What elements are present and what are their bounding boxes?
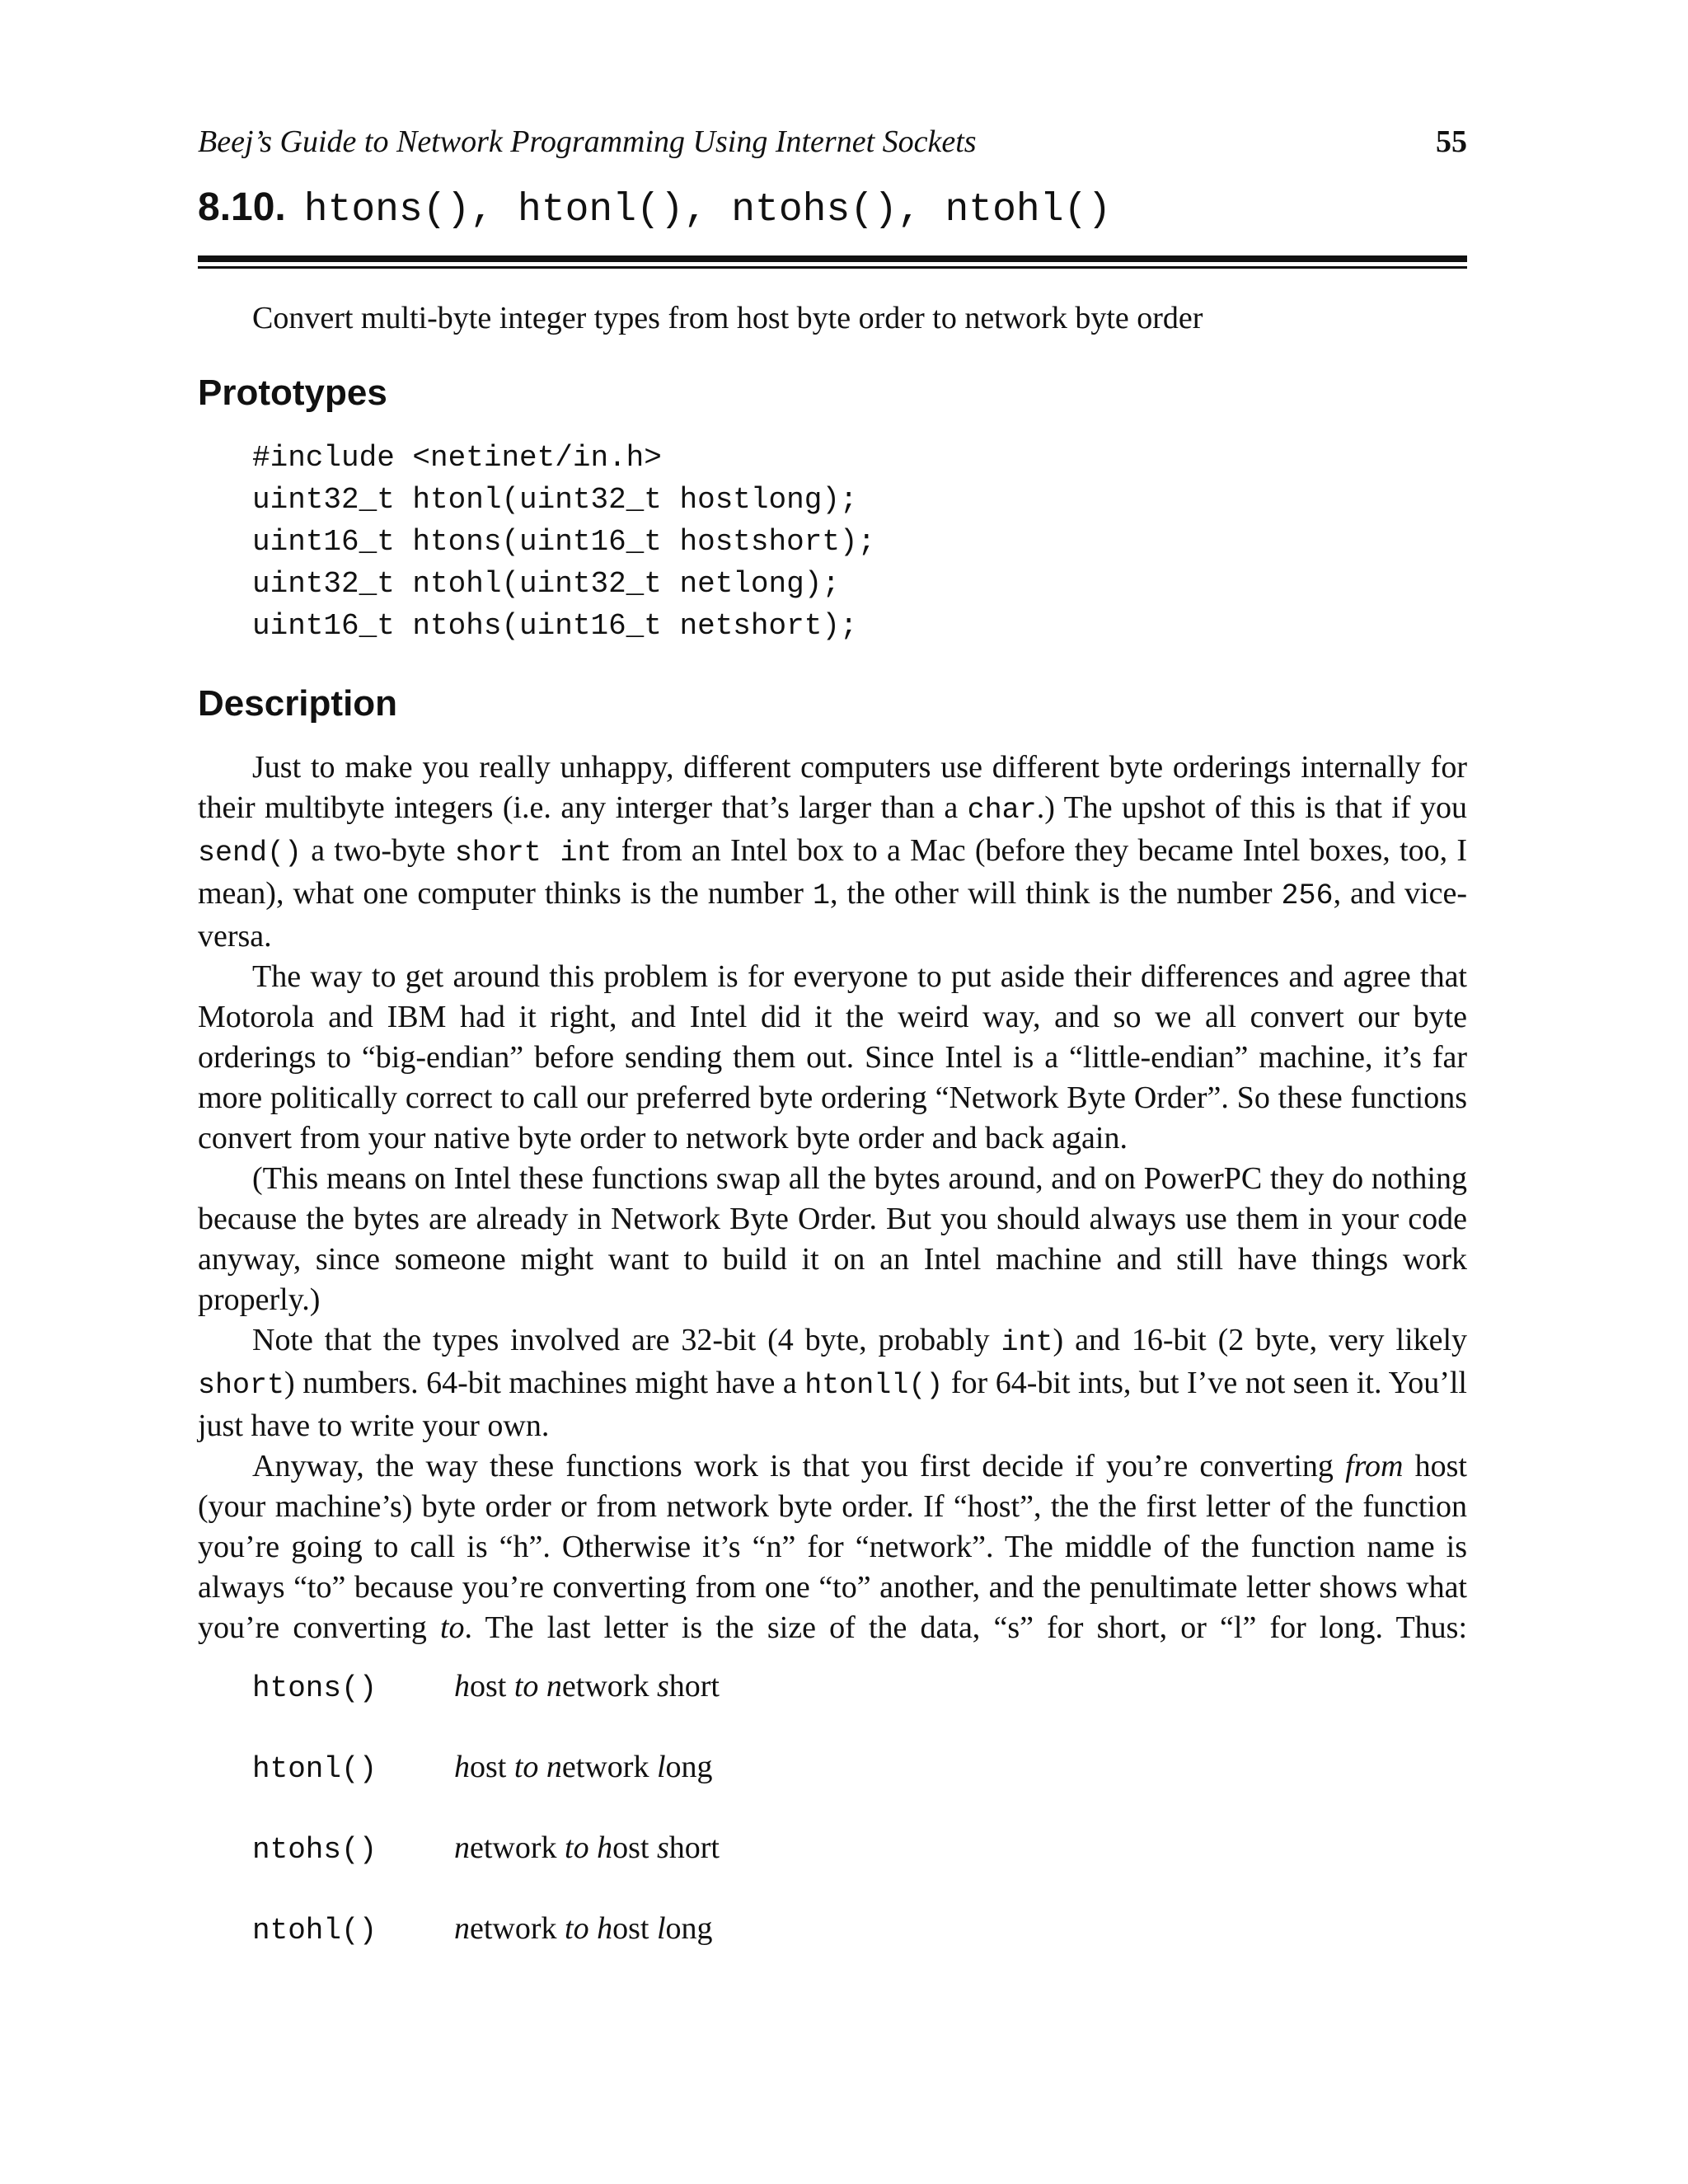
paragraph-network-byte-order: The way to get around this problem is for everyone to put aside their differences and agree that Motorola and IBM had it right, and Intel did it the weird way, and so we all convert our byte orderings to “big-endian” before sending them out. Since Intel is a “little-endian” machine, it’s far more politically correct to call our preferred byte ordering “Network Byte Order”. So these functions convert from your native byte order to network byte order and back again.: [198, 959, 1467, 1155]
paragraph-byte-order-intro: Just to make you really unhappy, different computers use different byte orderings internally for their multibyte integers (i.e. any interger that’s larger than a char.) The upshot of this is that if you send() a two-byte short int from an Intel box to a Mac (before they became Intel boxes, too, I mean), what one computer thinks is the number 1, the other will think is the number 256, and vice-versa.: [198, 750, 1467, 954]
function-row-htons: [252, 1668, 1467, 1749]
function-name: htonl(): [252, 1752, 377, 1786]
section-title: htons(), htonl(), ntohs(), ntohl(): [303, 188, 1112, 232]
section-number: 8.10.: [198, 185, 286, 229]
code-number-1: 1: [812, 879, 830, 912]
function-meaning: host to network long: [454, 1750, 713, 1784]
section-heading: [198, 185, 1467, 232]
section-summary: Convert multi-byte integer types from host byte order to network byte order: [252, 301, 1203, 335]
paragraph-naming-scheme: Anyway, the way these functions work is that you first decide if you’re converting from host (your machine’s) byte order or from network byte order. If “host”, the the first letter of the function you’re going to call is “h”. Otherwise it’s “n” for “network”. The middle of the function name is always “to” because you’re converting from one “to” another, and the penultimate letter shows what you’re converting to. The last letter is the size of the data, “s” for short, or “l” for long. Thus:: [198, 1449, 1467, 1645]
function-row-ntohs: [252, 1830, 1467, 1910]
function-name: ntohs(): [252, 1833, 377, 1867]
function-meaning: network to host short: [454, 1830, 720, 1865]
running-header: [198, 124, 1467, 160]
function-meaning: host to network short: [454, 1669, 720, 1704]
function-row-htonl: [252, 1749, 1467, 1830]
paragraph-intel-powerpc: (This means on Intel these functions swap all the bytes around, and on PowerPC they do nothing because the bytes are already in Network Byte Order. But you should always use them in your code anyway, since someone might want to build it on an Intel machine and still have things work properly.): [198, 1161, 1467, 1317]
code-number-256: 256: [1281, 879, 1334, 912]
function-name: htons(): [252, 1671, 377, 1705]
code-short-int: short int: [454, 837, 612, 869]
code-htonll: htonll(): [804, 1369, 944, 1402]
document-page: [198, 124, 1467, 1991]
function-name: ntohl(): [252, 1914, 377, 1947]
page-number: 55: [1436, 124, 1467, 159]
book-title: Beej’s Guide to Network Programming Using Internet Sockets: [198, 124, 977, 159]
function-meaning: network to host long: [454, 1911, 713, 1946]
code-char: char: [967, 794, 1037, 827]
description-heading: Description: [198, 683, 398, 724]
function-meaning-table: [252, 1668, 1467, 1991]
code-send: send(): [198, 837, 302, 869]
function-row-ntohl: [252, 1910, 1467, 1991]
paragraph-types-involved: Note that the types involved are 32-bit (4 byte, probably int) and 16-bit (2 byte, very likely short) numbers. 64-bit machines might have a htonll() for 64-bit ints, but I’ve not seen it. You’ll just have to write your own.: [198, 1323, 1467, 1443]
code-int: int: [1001, 1326, 1053, 1359]
prototypes-heading: Prototypes: [198, 373, 387, 413]
prototypes-code: #include <netinet/in.h> uint32_t htonl(uint32_t hostlong); uint16_t htons(uint16_t hostshort); uint32_t ntohl(uint32_t netlong); uint16_t ntohs(uint16_t netshort);: [252, 441, 876, 643]
code-short: short: [198, 1369, 285, 1402]
heading-rule-thin: [198, 266, 1467, 269]
heading-rule-thick: [198, 255, 1467, 262]
description-body: [198, 748, 1467, 1648]
